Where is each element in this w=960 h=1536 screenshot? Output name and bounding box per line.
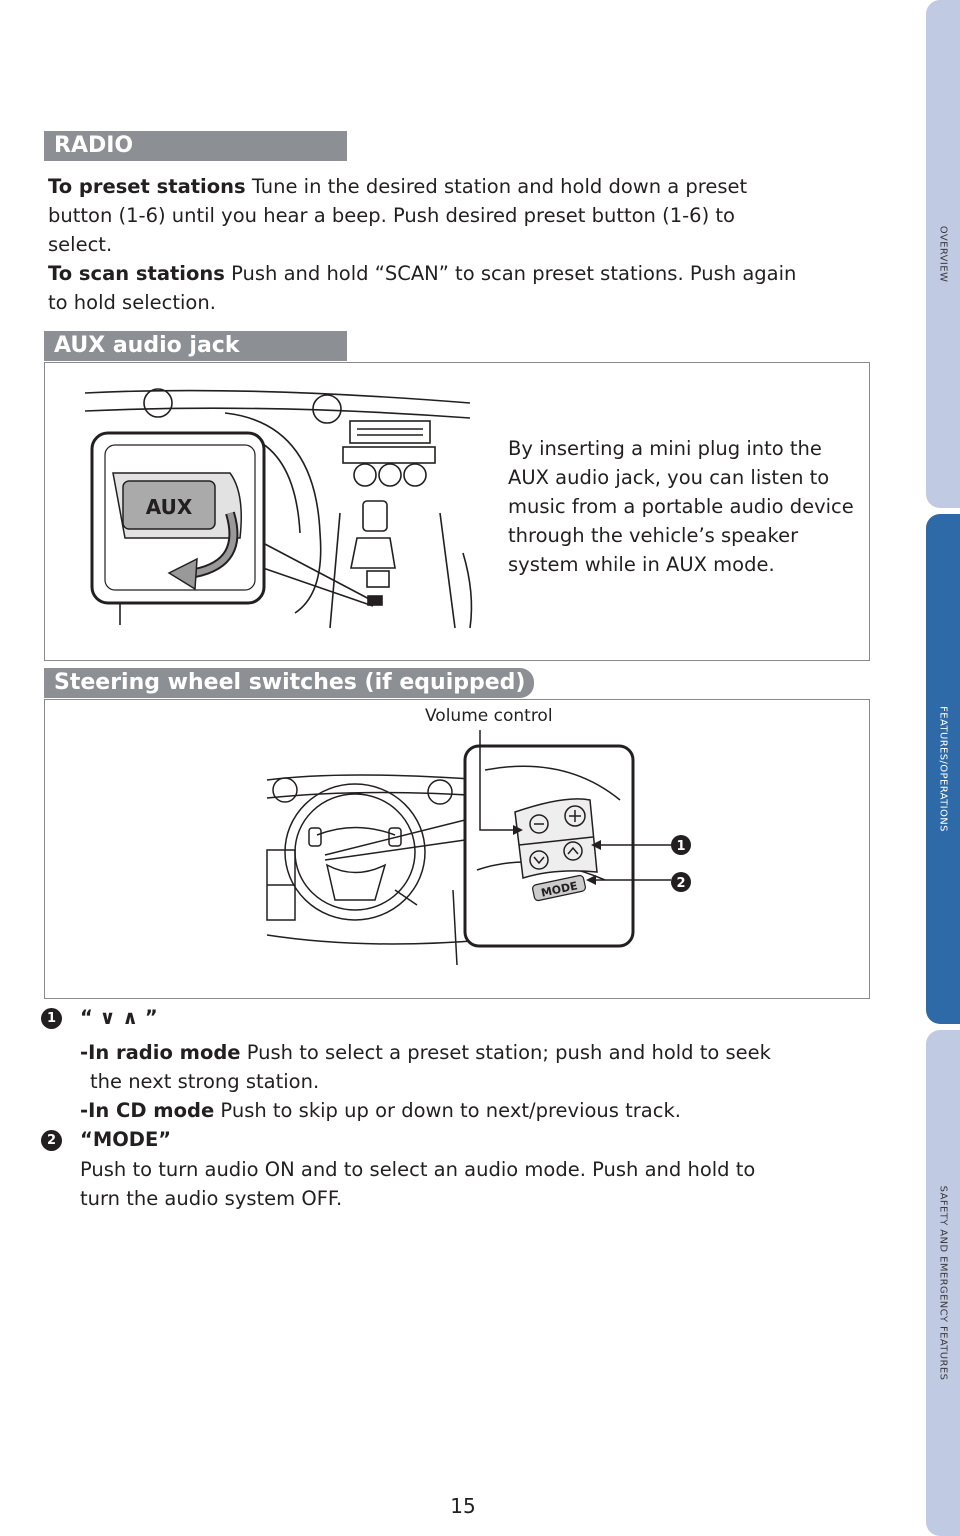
preset-stations-label: To preset stations — [48, 175, 246, 198]
scan-stations-label: To scan stations — [48, 262, 225, 285]
aux-button-label: AUX — [145, 495, 193, 519]
side-tab-label: FEATURES/OPERATIONS — [937, 706, 949, 832]
side-tab-safety[interactable] — [926, 1030, 960, 1536]
radio-mode-label: -In radio mode — [80, 1041, 241, 1064]
radio-preset-line-2: button (1-6) until you hear a beep. Push desired preset button (1-6) to — [48, 204, 735, 227]
radio-mode-text: Push to select a preset station; push and hold to seek — [240, 1041, 771, 1064]
callout-2: 2 — [676, 876, 686, 891]
steering-header: Steering wheel switches (if equipped) — [44, 668, 534, 698]
item-1-title — [80, 1003, 158, 1032]
preset-text: Tune in the desired station and hold down a preset — [245, 175, 748, 198]
mode-button-label: MODE — [539, 879, 579, 900]
item-1-cd-line — [80, 1096, 681, 1125]
cd-mode-label: -In CD mode — [80, 1099, 215, 1122]
radio-scan-line-2: to hold selection. — [48, 291, 216, 314]
cd-mode-text: Push to skip up or down to next/previous track. — [214, 1099, 681, 1122]
volume-control-label: Volume control — [425, 706, 553, 726]
item-1-title-text: “ ∨ ∧ ” — [80, 1006, 158, 1029]
aux-dashboard-illustration — [45, 363, 515, 660]
item-2-badge: 2 — [41, 1130, 62, 1151]
side-tab-overview[interactable] — [926, 0, 960, 508]
item-2-line-1: Push to turn audio ON and to select an audio mode. Push and hold to — [80, 1158, 756, 1181]
side-tab-label: SAFETY AND EMERGENCY FEATURES — [937, 1185, 949, 1381]
item-1-radio-line-2: the next strong station. — [90, 1070, 320, 1093]
item-1-badge: 1 — [41, 1008, 62, 1029]
item-1-radio-line — [80, 1038, 771, 1067]
radio-header: RADIO — [44, 131, 347, 161]
callout-1: 1 — [676, 839, 686, 854]
side-tab-label: OVERVIEW — [937, 225, 949, 283]
steering-figure — [44, 699, 870, 999]
item-2-line-2: turn the audio system OFF. — [80, 1187, 343, 1210]
item-2-title: “MODE” — [80, 1128, 172, 1151]
aux-description: By inserting a mini plug into the AUX audio jack, you can listen to music from a portable audio device through the vehicle’s speaker system while in AUX mode. — [508, 437, 854, 576]
scan-text: Push and hold “SCAN” to scan preset stations. Push again — [224, 262, 797, 285]
steering-wheel-illustration — [45, 700, 869, 998]
radio-scan-line-1 — [48, 259, 908, 288]
aux-header: AUX audio jack — [44, 331, 347, 361]
page-number: 15 — [450, 1494, 476, 1518]
radio-preset-line-3: select. — [48, 233, 113, 256]
side-tab-features-operations[interactable] — [926, 514, 960, 1024]
radio-preset-line-1 — [48, 172, 908, 201]
